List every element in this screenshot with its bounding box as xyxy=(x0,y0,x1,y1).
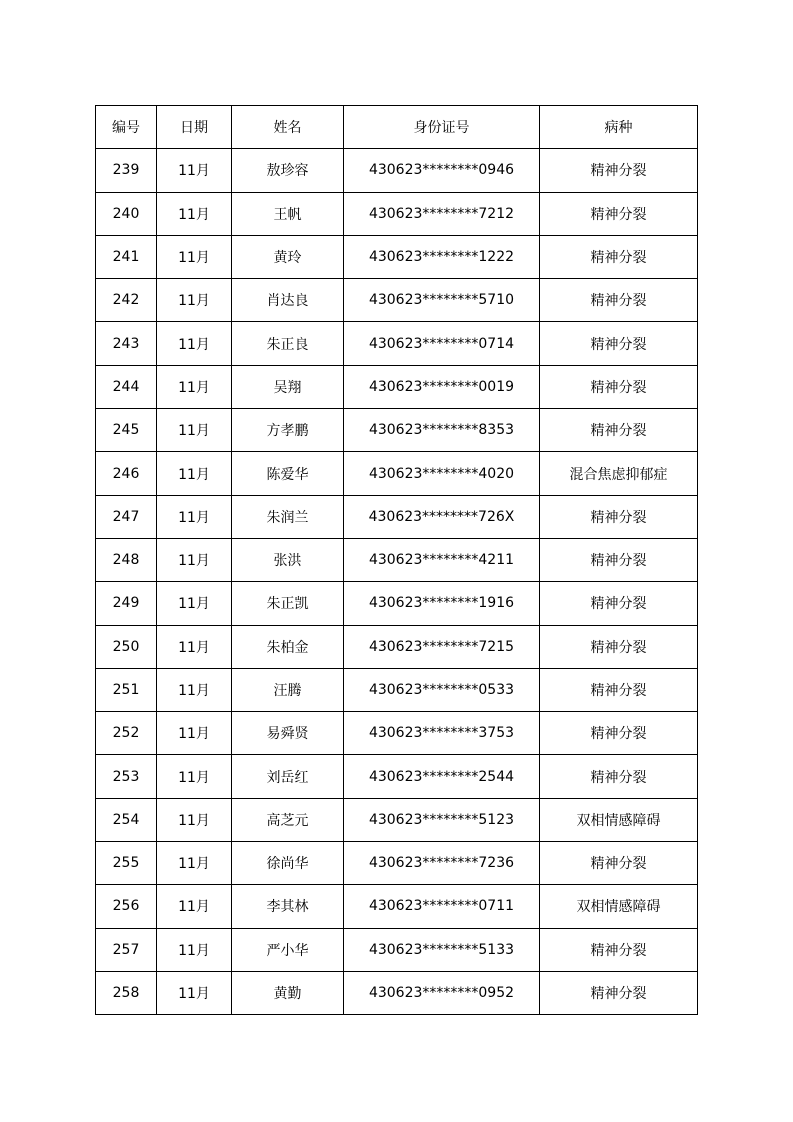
table-row xyxy=(96,495,698,538)
cell-name: 李其林 xyxy=(232,885,344,928)
cell-disease: 精神分裂 xyxy=(540,365,698,408)
cell-name: 肖达良 xyxy=(232,279,344,322)
header-name: 姓名 xyxy=(232,106,344,149)
cell-id-number: 430623********0019 xyxy=(344,365,540,408)
table-row xyxy=(96,192,698,235)
cell-date: 11月 xyxy=(157,582,232,625)
cell-id-number: 430623********7236 xyxy=(344,842,540,885)
table-row xyxy=(96,365,698,408)
cell-id-number: 430623********2544 xyxy=(344,755,540,798)
cell-id-number: 430623********5123 xyxy=(344,798,540,841)
table-row xyxy=(96,842,698,885)
cell-disease: 精神分裂 xyxy=(540,971,698,1014)
cell-number: 258 xyxy=(96,971,157,1014)
patient-roster-table xyxy=(95,105,698,1015)
cell-id-number: 430623********726X xyxy=(344,495,540,538)
cell-id-number: 430623********0533 xyxy=(344,668,540,711)
cell-number: 253 xyxy=(96,755,157,798)
cell-disease: 精神分裂 xyxy=(540,279,698,322)
cell-number: 254 xyxy=(96,798,157,841)
cell-id-number: 430623********8353 xyxy=(344,409,540,452)
cell-name: 刘岳红 xyxy=(232,755,344,798)
table-row xyxy=(96,971,698,1014)
cell-number: 239 xyxy=(96,149,157,192)
cell-name: 徐尚华 xyxy=(232,842,344,885)
cell-name: 朱正凯 xyxy=(232,582,344,625)
cell-date: 11月 xyxy=(157,409,232,452)
cell-name: 吴翔 xyxy=(232,365,344,408)
cell-date: 11月 xyxy=(157,452,232,495)
cell-disease: 精神分裂 xyxy=(540,842,698,885)
table-row xyxy=(96,149,698,192)
cell-name: 方孝鹏 xyxy=(232,409,344,452)
cell-id-number: 430623********1916 xyxy=(344,582,540,625)
cell-number: 255 xyxy=(96,842,157,885)
cell-disease: 精神分裂 xyxy=(540,712,698,755)
header-id-number: 身份证号 xyxy=(344,106,540,149)
cell-date: 11月 xyxy=(157,928,232,971)
cell-name: 王帆 xyxy=(232,192,344,235)
cell-name: 黄玲 xyxy=(232,235,344,278)
cell-disease: 双相情感障碍 xyxy=(540,885,698,928)
cell-date: 11月 xyxy=(157,668,232,711)
table-row xyxy=(96,452,698,495)
cell-date: 11月 xyxy=(157,495,232,538)
cell-id-number: 430623********0946 xyxy=(344,149,540,192)
table-row xyxy=(96,582,698,625)
cell-id-number: 430623********1222 xyxy=(344,235,540,278)
cell-date: 11月 xyxy=(157,235,232,278)
cell-number: 245 xyxy=(96,409,157,452)
cell-date: 11月 xyxy=(157,538,232,581)
cell-name: 易舜贤 xyxy=(232,712,344,755)
cell-number: 251 xyxy=(96,668,157,711)
cell-disease: 精神分裂 xyxy=(540,495,698,538)
table-row xyxy=(96,885,698,928)
cell-disease: 精神分裂 xyxy=(540,149,698,192)
cell-disease: 双相情感障碍 xyxy=(540,798,698,841)
cell-name: 汪腾 xyxy=(232,668,344,711)
cell-date: 11月 xyxy=(157,625,232,668)
cell-date: 11月 xyxy=(157,842,232,885)
header-date: 日期 xyxy=(157,106,232,149)
cell-disease: 精神分裂 xyxy=(540,235,698,278)
cell-id-number: 430623********5710 xyxy=(344,279,540,322)
table-header-row xyxy=(96,106,698,149)
cell-number: 247 xyxy=(96,495,157,538)
cell-number: 240 xyxy=(96,192,157,235)
cell-name: 陈爱华 xyxy=(232,452,344,495)
cell-date: 11月 xyxy=(157,322,232,365)
cell-name: 敖珍容 xyxy=(232,149,344,192)
table-row xyxy=(96,235,698,278)
table-body xyxy=(96,149,698,1015)
cell-date: 11月 xyxy=(157,971,232,1014)
cell-date: 11月 xyxy=(157,798,232,841)
cell-date: 11月 xyxy=(157,279,232,322)
cell-number: 252 xyxy=(96,712,157,755)
table-row xyxy=(96,712,698,755)
cell-name: 黄勤 xyxy=(232,971,344,1014)
cell-id-number: 430623********3753 xyxy=(344,712,540,755)
cell-number: 248 xyxy=(96,538,157,581)
cell-number: 246 xyxy=(96,452,157,495)
cell-name: 张洪 xyxy=(232,538,344,581)
table-row xyxy=(96,322,698,365)
table-row xyxy=(96,409,698,452)
cell-date: 11月 xyxy=(157,365,232,408)
cell-id-number: 430623********7215 xyxy=(344,625,540,668)
table-row xyxy=(96,279,698,322)
cell-name: 朱正良 xyxy=(232,322,344,365)
cell-disease: 精神分裂 xyxy=(540,625,698,668)
cell-id-number: 430623********5133 xyxy=(344,928,540,971)
table-row xyxy=(96,538,698,581)
cell-name: 严小华 xyxy=(232,928,344,971)
cell-number: 256 xyxy=(96,885,157,928)
cell-date: 11月 xyxy=(157,192,232,235)
table-row xyxy=(96,798,698,841)
cell-id-number: 430623********7212 xyxy=(344,192,540,235)
cell-number: 242 xyxy=(96,279,157,322)
header-number: 编号 xyxy=(96,106,157,149)
cell-number: 241 xyxy=(96,235,157,278)
cell-date: 11月 xyxy=(157,712,232,755)
cell-disease: 精神分裂 xyxy=(540,322,698,365)
cell-disease: 精神分裂 xyxy=(540,755,698,798)
cell-date: 11月 xyxy=(157,885,232,928)
cell-disease: 精神分裂 xyxy=(540,538,698,581)
table-row xyxy=(96,625,698,668)
header-disease: 病种 xyxy=(540,106,698,149)
cell-name: 高芝元 xyxy=(232,798,344,841)
cell-name: 朱柏金 xyxy=(232,625,344,668)
cell-disease: 精神分裂 xyxy=(540,409,698,452)
cell-number: 249 xyxy=(96,582,157,625)
table-row xyxy=(96,668,698,711)
cell-date: 11月 xyxy=(157,149,232,192)
cell-disease: 精神分裂 xyxy=(540,928,698,971)
table-row xyxy=(96,928,698,971)
cell-id-number: 430623********0711 xyxy=(344,885,540,928)
cell-id-number: 430623********0714 xyxy=(344,322,540,365)
cell-number: 250 xyxy=(96,625,157,668)
cell-id-number: 430623********4020 xyxy=(344,452,540,495)
cell-number: 243 xyxy=(96,322,157,365)
cell-number: 244 xyxy=(96,365,157,408)
cell-disease: 精神分裂 xyxy=(540,582,698,625)
cell-name: 朱润兰 xyxy=(232,495,344,538)
cell-id-number: 430623********0952 xyxy=(344,971,540,1014)
cell-number: 257 xyxy=(96,928,157,971)
cell-disease: 混合焦虑抑郁症 xyxy=(540,452,698,495)
table-row xyxy=(96,755,698,798)
cell-date: 11月 xyxy=(157,755,232,798)
cell-disease: 精神分裂 xyxy=(540,192,698,235)
cell-disease: 精神分裂 xyxy=(540,668,698,711)
cell-id-number: 430623********4211 xyxy=(344,538,540,581)
